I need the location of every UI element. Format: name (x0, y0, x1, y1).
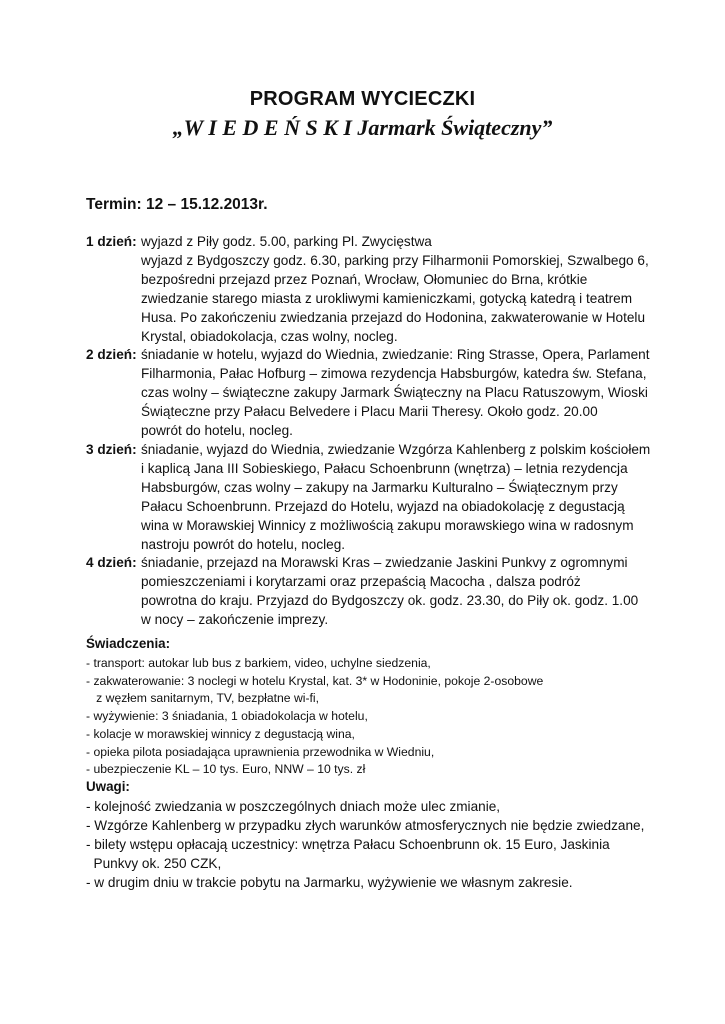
list-item: - Wzgórze Kahlenberg w przypadku złych warunków atmosferycznych nie będzie zwiedzane, (86, 818, 645, 833)
services-list (86, 655, 543, 779)
notes-title: Uwagi: (86, 779, 130, 794)
day-3-line: wina w Morawskiej Winnicy z możliwością zakupu morawskiego wina w radosnym (141, 517, 634, 533)
day-3-line: i kaplicą Jana III Sobieskiego, Pałacu Schoenbrunn (wnętrza) – letnia rezydencja (141, 460, 628, 476)
day-1-label: 1 dzień: (86, 234, 137, 249)
day-2-line: Świąteczne przy Pałacu Belvedere i Placu Marii Theresy. Około godz. 20.00 (141, 403, 598, 419)
day-4-section (86, 554, 646, 630)
list-item: z węzłem sanitarnym, TV, bezpłatne wi-fi, (86, 691, 320, 706)
list-item: - kolacje w morawskiej winnicy z degustacją wina, (86, 726, 355, 741)
list-item: - bilety wstępu opłacają uczestnicy: wnętrza Pałacu Schoenbrunn ok. 15 Euro, Jaskinia (86, 837, 610, 852)
day-1-line: Husa. Po zakończeniu zwiedzania przejazd do Hodonina, zakwaterowanie w Hotelu (141, 309, 646, 325)
day-3-line: Pałacu Schoenbrunn. Przejazd do Hotelu, wyjazd na obiadokolację z degustacją (141, 498, 625, 514)
list-item: - transport: autokar lub bus z barkiem, video, uchylne siedzenia, (86, 656, 431, 670)
list-item: - w drugim dniu w trakcie pobytu na Jarmarku, wyżywienie we własnym zakresie. (86, 875, 573, 890)
list-item: - wyżywienie: 3 śniadania, 1 obiadokolacja w hotelu, (86, 709, 368, 724)
day-3-line: śniadanie, wyjazd do Wiednia, zwiedzanie Wzgórza Kahlenberg z polskim kościołem (141, 442, 651, 457)
day-4-line: pomieszczeniami i korytarzami oraz przepaścią Macocha , dalsza podróż (141, 573, 581, 589)
day-2-line: powrót do hotelu, nocleg. (141, 422, 293, 438)
trip-dates: Termin: 12 – 15.12.2013r. (86, 196, 268, 213)
list-item: - opieka pilota posiadająca uprawnienia przewodnika w Wiedniu, (86, 744, 435, 759)
day-1-line: wyjazd z Bydgoszczy godz. 6.30, parking przy Filharmonii Pomorskiej, Szwalbego 6, (141, 252, 649, 268)
list-item: - ubezpieczenie KL – 10 tys. Euro, NNW – 10 tys. zł (86, 762, 366, 777)
day-2-line: Filharmonia, Pałac Hofburg – zimowa rezydencja Habsburgów, katedra św. Stefana, (141, 365, 647, 381)
day-1-line: bezpośredni przejazd przez Poznań, Wrocław, Ołomuniec do Brna, krótkie (141, 271, 588, 287)
day-1-line: Krystal, obiadokolacja, czas wolny, nocleg. (141, 328, 398, 344)
day-3-line: Habsburgów, czas wolny – zakupy na Jarmarku Kulturalno – Świątecznym przy (141, 479, 618, 495)
day-4-line: w nocy – zakończenie imprezy. (141, 611, 329, 627)
day-2-line: śniadanie w hotelu, wyjazd do Wiednia, zwiedzanie: Ring Strasse, Opera, Parlament (141, 347, 650, 362)
day-3-section (86, 441, 651, 554)
day-3-line: nastroju powrót do hotelu, nocleg. (141, 536, 346, 552)
day-1-line: wyjazd z Piły godz. 5.00, parking Pl. Zwycięstwa (141, 234, 432, 249)
notes-list (86, 797, 644, 892)
day-1-line: zwiedzanie starego miasta z urokliwymi kamieniczkami, gotycką katedrą i teatrem (141, 290, 633, 306)
document-subtitle: „W I E D E Ń S K I Jarmark Świąteczny” (172, 115, 553, 140)
day-3-label: 3 dzień: (86, 442, 137, 457)
day-2-line: czas wolny – świąteczne zakupy Jarmark Świąteczny na Placu Ratuszowym, Wioski (141, 384, 648, 400)
list-item: - zakwaterowanie: 3 noclegi w hotelu Krystal, kat. 3* w Hodoninie, pokoje 2-osobowe (86, 673, 544, 688)
day-2-section (86, 346, 650, 441)
day-4-label: 4 dzień: (86, 555, 137, 570)
day-4-line: powrotna do kraju. Przyjazd do Bydgoszczy ok. godz. 23.30, do Piły ok. godz. 1.00 (141, 592, 639, 608)
document-title: PROGRAM WYCIECZKI (249, 88, 476, 110)
list-item: Punkvy ok. 250 CZK, (86, 856, 222, 871)
day-4-line: śniadanie, przejazd na Morawski Kras – zwiedzanie Jaskini Punkvy z ogromnymi (141, 555, 628, 570)
day-2-label: 2 dzień: (86, 347, 137, 362)
services-title: Świadczenia: (86, 636, 171, 651)
day-1-section (86, 233, 649, 346)
list-item: - kolejność zwiedzania w poszczególnych dniach może ulec zmianie, (86, 799, 501, 814)
